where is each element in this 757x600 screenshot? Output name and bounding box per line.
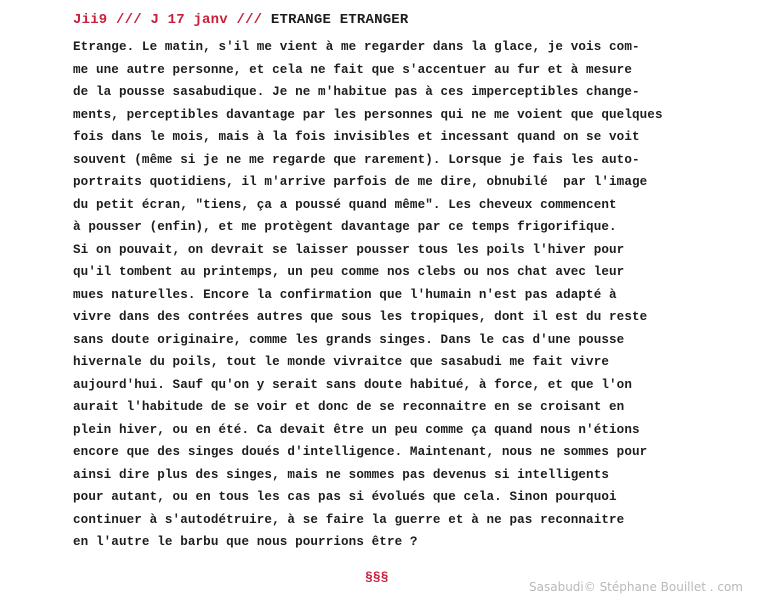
text-line: en l'autre le barbu que nous pourrions être ? (73, 535, 418, 549)
text-line: Etrange. Le matin, s'il me vient à me regarder dans la glace, je vois com- (73, 40, 640, 54)
text-line: à pousser (enfin), et me protègent davantage par ce temps frigorifique. (73, 220, 617, 234)
text-line: continuer à s'autodétruire, à se faire la guerre et à ne pas reconnaitre (73, 512, 625, 527)
section-end-mark: §§§ (365, 570, 389, 585)
heading-separator: /// (116, 12, 142, 28)
entry-code: Jii9 (73, 12, 108, 28)
text-line: souvent (même si je ne me regarde que rarement). Lorsque je fais les auto- (73, 152, 640, 167)
entry-heading (73, 12, 409, 28)
entry-body (73, 36, 733, 554)
text-line: fois dans le mois, mais à la fois invisibles et incessant quand on se voit (73, 130, 640, 144)
text-line: aujourd'hui. Sauf qu'on y serait sans doute habitué, à force, et que l'on (73, 377, 632, 392)
text-line: du petit écran, "tiens, ça a poussé quand même". Les cheveux commencent (73, 197, 617, 212)
entry-date: J 17 janv (150, 12, 228, 28)
text-line: aurait l'habitude de se voir et donc de se reconnaitre en se croisant en (73, 400, 625, 414)
heading-separator: /// (236, 12, 263, 28)
text-line: vivre dans des contrées autres que sous les tropiques, dont il est du reste (73, 310, 648, 324)
text-line: de la pousse sasabudique. Je ne m'habitue pas à ces imperceptibles change- (73, 85, 640, 99)
entry-title: ETRANGE ETRANGER (270, 12, 409, 28)
text-line: ainsi dire plus des singes, mais ne sommes pas devenus si intelligents (73, 467, 610, 482)
text-line: Si on pouvait, on devrait se laisser pousser tous les poils l'hiver pour (73, 242, 625, 257)
text-line: pour autant, ou en tous les cas pas si évolués que cela. Sinon pourquoi (73, 490, 617, 504)
copyright-watermark: Sasabudi© Stéphane Bouillet . com (529, 580, 743, 594)
text-line: qu'il tombent au printemps, un peu comme nos clebs ou nos chat avec leur (73, 265, 625, 279)
text-line: encore que des singes doués d'intelligence. Maintenant, nous ne sommes pour (73, 445, 648, 459)
text-line: mues naturelles. Encore la confirmation que l'humain n'est pas adapté à (73, 287, 617, 302)
text-line: me une autre personne, et cela ne fait que s'accentuer au fur et à mesure (73, 62, 632, 77)
text-line: sans doute originaire, comme les grands singes. Dans le cas d'une pousse (73, 332, 625, 347)
text-line: ments, perceptibles davantage par les personnes qui ne me voient que quelques (73, 107, 663, 122)
text-line: hivernale du poils, tout le monde vivraitce que sasabudi me fait vivre (73, 355, 610, 369)
text-line: plein hiver, ou en été. Ca devait être un peu comme ça quand nous n'étions (73, 422, 640, 437)
text-line: portraits quotidiens, il m'arrive parfois de me dire, obnubilé par l'image (73, 175, 648, 189)
